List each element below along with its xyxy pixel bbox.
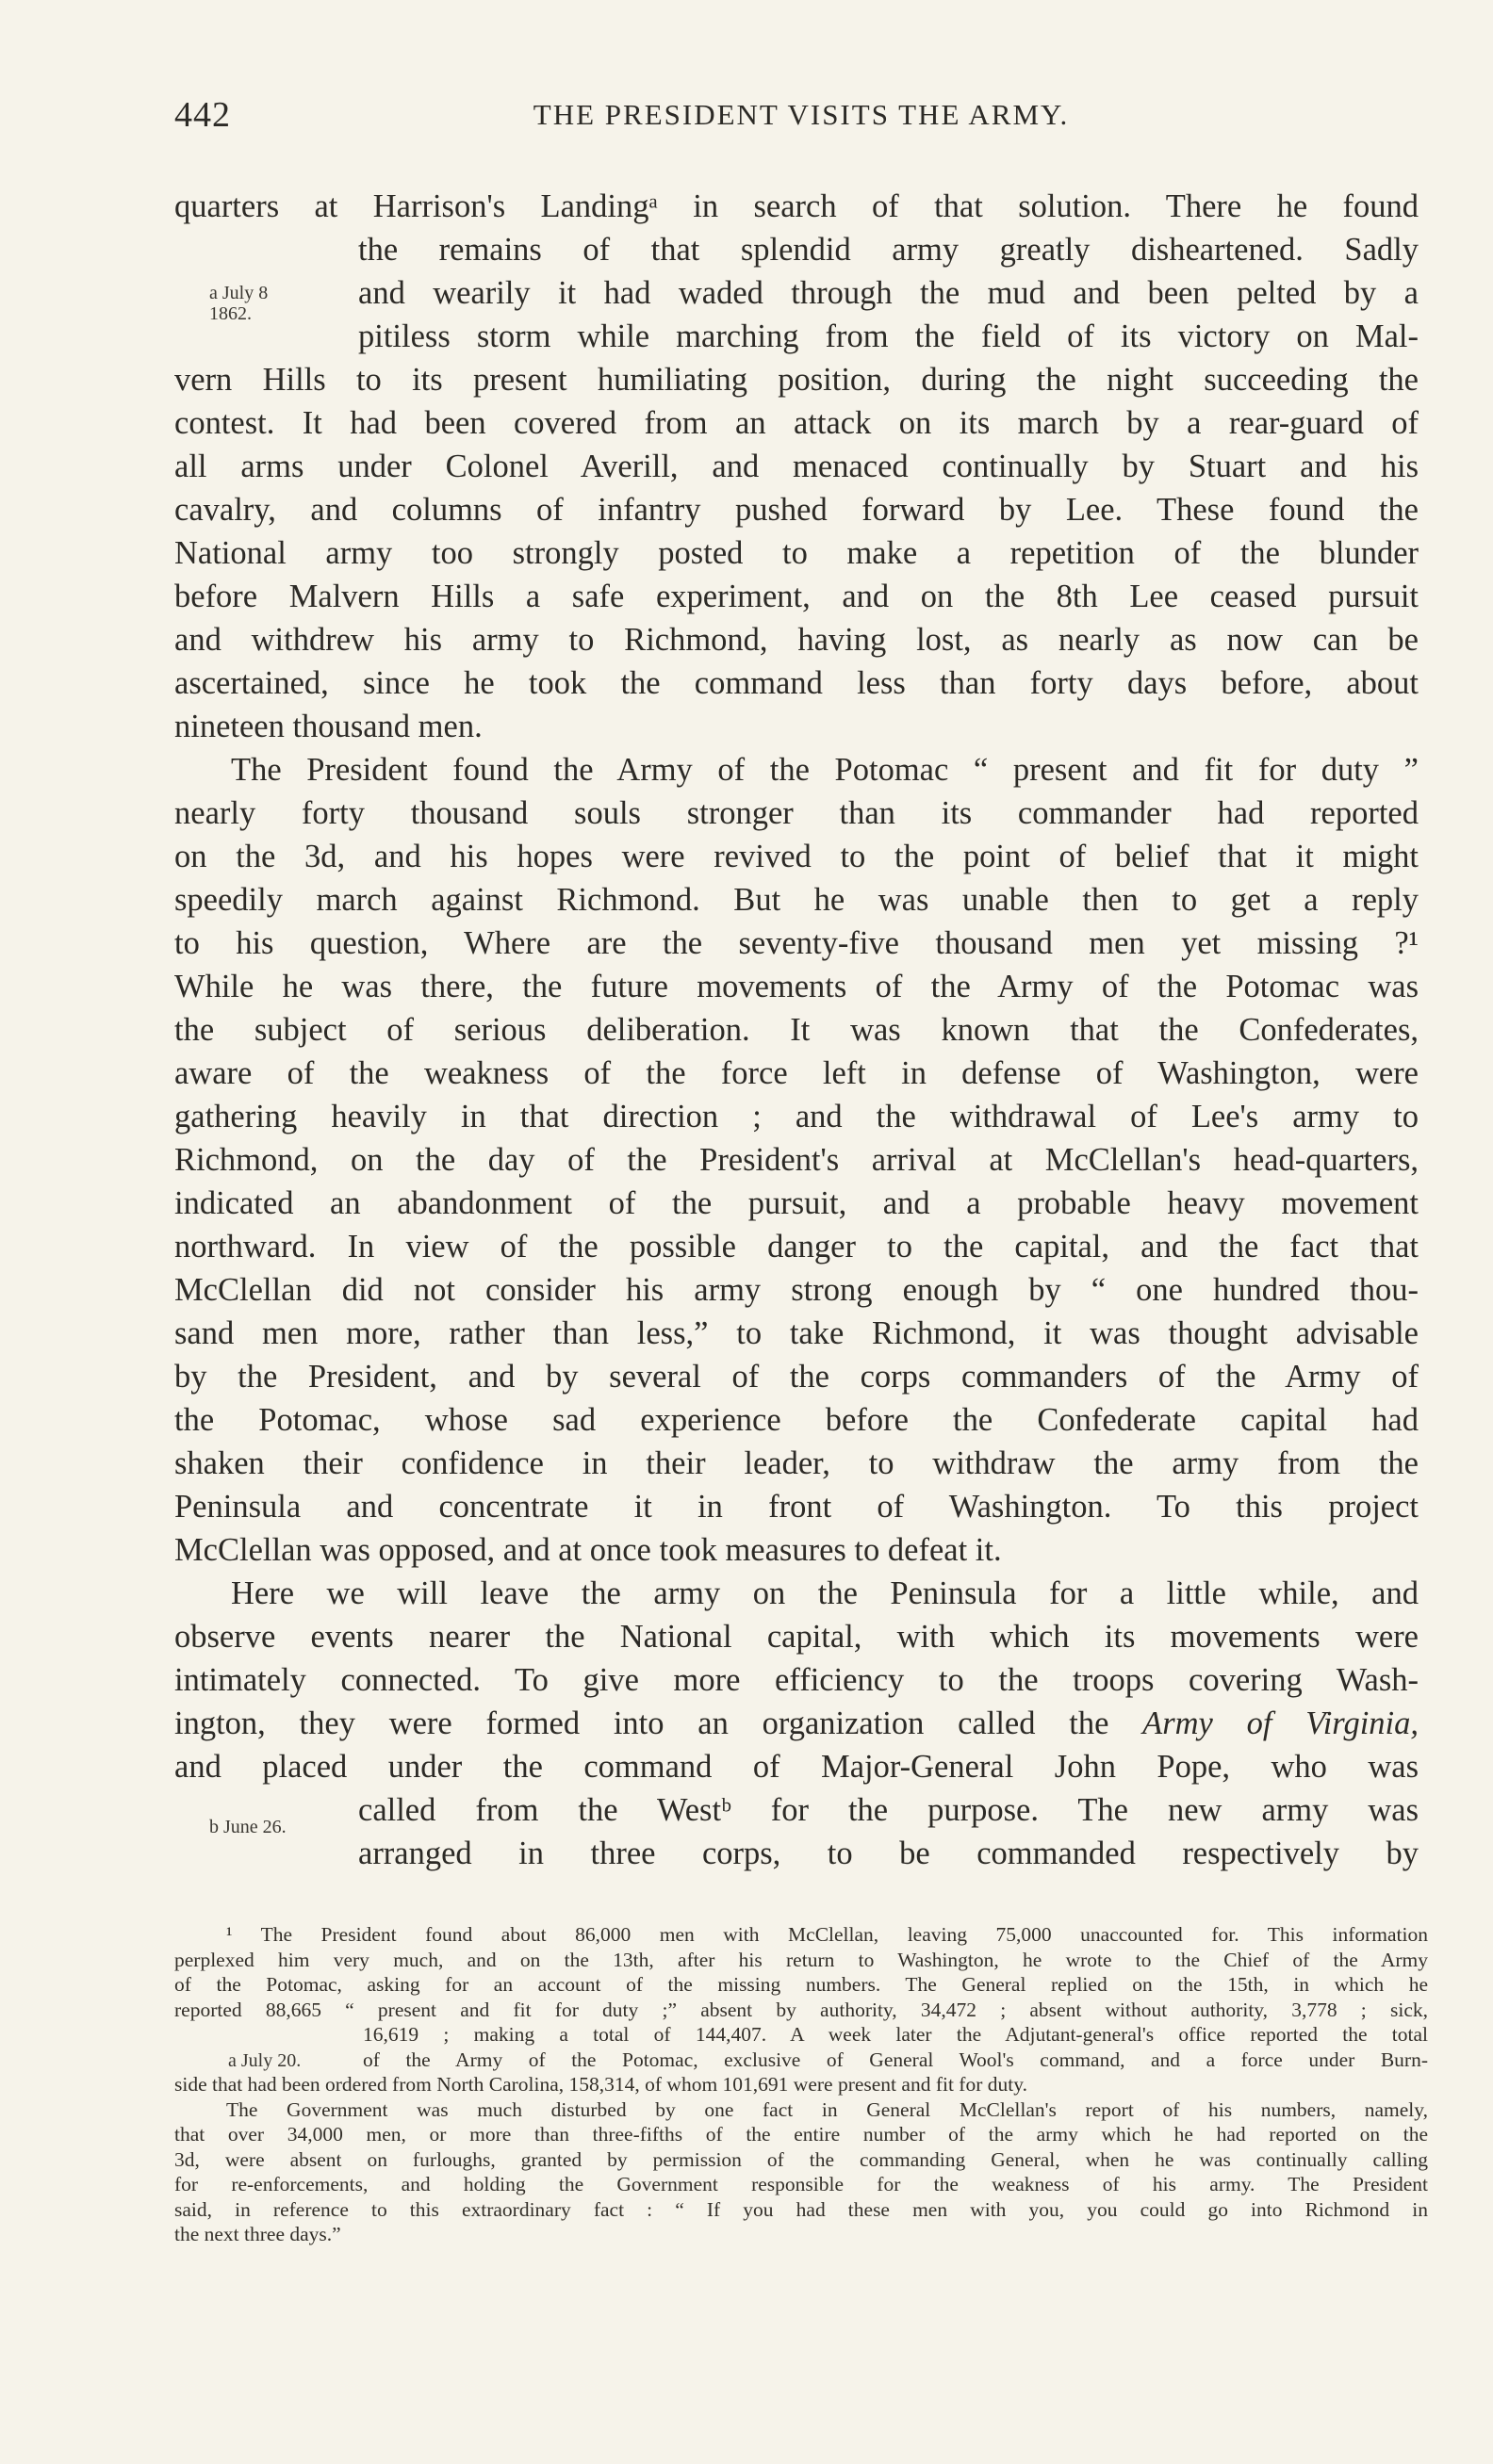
footnote-line: 16,619 ; making a total of 144,407. A week later the Adjutant-general's office reported the total xyxy=(363,2023,1428,2046)
text-line: and withdrew his army to Richmond, having lost, as nearly as now can be xyxy=(174,622,1419,658)
text-line: contest. It had been covered from an attack on its march by a rear-guard of xyxy=(174,405,1419,441)
running-title: THE PRESIDENT VISITS THE ARMY. xyxy=(533,98,1070,131)
text-line: northward. In view of the possible danger to the capital, and the fact that xyxy=(174,1229,1419,1265)
text-line: Here we will leave the army on the Peninsula for a little while, and xyxy=(231,1575,1419,1611)
text-line: aware of the weakness of the force left in defense of Washington, were xyxy=(174,1055,1419,1091)
text-line: gathering heavily in that direction ; and the withdrawal of Lee's army to xyxy=(174,1099,1419,1134)
footnote-line: the next three days.” xyxy=(174,2223,341,2245)
text-line: and placed under the command of Major-General John Pope, who was xyxy=(174,1749,1419,1785)
text-line: McClellan did not consider his army strong enough by “ one hundred thou- xyxy=(174,1272,1419,1308)
text-line: quarters at Harrison's Landingᵃ in search of that solution. There he found xyxy=(174,188,1419,224)
text-line: sand men more, rather than less,” to take Richmond, it was thought advisable xyxy=(174,1315,1419,1351)
margin-note-july-20: a July 20. xyxy=(228,2050,302,2071)
text-line: indicated an abandonment of the pursuit, and a probable heavy movement xyxy=(174,1185,1419,1221)
text-line-with-italic xyxy=(174,1702,1419,1745)
footnote-line: reported 88,665 “ present and fit for duty ;” absent by authority, 34,472 ; absent without authority, 3,778 ; sick, xyxy=(174,1998,1428,2021)
text-line: vern Hills to its present humiliating position, during the night succeeding the xyxy=(174,362,1419,398)
text-line: arranged in three corps, to be commanded respectively by xyxy=(358,1836,1419,1871)
text-line: National army too strongly posted to make a repetition of the blunder xyxy=(174,535,1419,571)
text-line: by the President, and by several of the corps commanders of the Army of xyxy=(174,1359,1419,1395)
footnote-line: that over 34,000 men, or more than three-fifths of the entire number of the army which he had reported on the xyxy=(174,2123,1428,2146)
footnote-line: perplexed him very much, and on the 13th, after his return to Washington, he wrote to the Chief of the Army xyxy=(174,1948,1428,1971)
text-line: and wearily it had waded through the mud and been pelted by a xyxy=(358,275,1419,311)
margin-note-june-26: b June 26. xyxy=(209,1817,287,1837)
main-text xyxy=(174,185,1419,1875)
army-of-virginia-italic: Army of Virginia, xyxy=(1142,1705,1419,1741)
text-line: intimately connected. To give more efficiency to the troops covering Wash- xyxy=(174,1662,1419,1698)
text-line: cavalry, and columns of infantry pushed forward by Lee. These found the xyxy=(174,492,1419,528)
footnote-line: ¹ The President found about 86,000 men with McClellan, leaving 75,000 unaccounted for. This information xyxy=(226,1923,1428,1946)
page-header xyxy=(174,94,1428,151)
margin-note-july-8-1862: a July 8 1862. xyxy=(209,283,269,324)
text-line: nearly forty thousand souls stronger than its commander had reported xyxy=(174,795,1419,831)
text-line: the Potomac, whose sad experience before the Confederate capital had xyxy=(174,1402,1419,1438)
text-line: Richmond, on the day of the President's arrival at McClellan's head-quarters, xyxy=(174,1142,1419,1178)
text-line: McClellan was opposed, and at once took measures to defeat it. xyxy=(174,1532,1002,1568)
text-line: The President found the Army of the Potomac “ present and fit for duty ” xyxy=(231,752,1419,788)
footnote-line: The Government was much disturbed by one fact in General McClellan's report of his numbers, namely, xyxy=(226,2097,1428,2121)
text-line: speedily march against Richmond. But he was unable then to get a reply xyxy=(174,882,1419,918)
text-line: pitiless storm while marching from the field of its victory on Mal- xyxy=(358,318,1419,354)
text-line: observe events nearer the National capital, with which its movements were xyxy=(174,1619,1419,1655)
text-line: shaken their confidence in their leader, to withdraw the army from the xyxy=(174,1445,1419,1481)
text-line: called from the Westᵇ for the purpose. The new army was xyxy=(358,1792,1419,1828)
footnote-line: of the Army of the Potomac, exclusive of General Wool's command, and a force under Burn- xyxy=(363,2048,1428,2071)
text-line: the subject of serious deliberation. It was known that the Confederates, xyxy=(174,1012,1419,1048)
text-line: all arms under Colonel Averill, and menaced continually by Stuart and his xyxy=(174,449,1419,484)
text-line: nineteen thousand men. xyxy=(174,709,483,744)
text-line: ascertained, since he took the command less than forty days before, about xyxy=(174,665,1419,701)
footnote-line: 3d, were absent on furloughs, granted by permission of the commanding General, when he was continually calling xyxy=(174,2147,1428,2171)
text-fragment: ington, they were formed into an organization called the xyxy=(174,1705,1143,1741)
footnote-line: for re-enforcements, and holding the Government responsible for the weakness of his army. The President xyxy=(174,2173,1428,2195)
text-line: before Malvern Hills a safe experiment, and on the 8th Lee ceased pursuit xyxy=(174,579,1419,614)
footnote-line: side that had been ordered from North Carolina, 158,314, of whom 101,691 were present and fit for duty. xyxy=(174,2073,1027,2096)
footnote-line: said, in reference to this extraordinary fact : “ If you had these men with you, you could go into Richmond in xyxy=(174,2197,1428,2221)
text-line: to his question, Where are the seventy-five thousand men yet missing ?¹ xyxy=(174,925,1419,961)
footnotes xyxy=(174,1922,1428,2247)
text-line: on the 3d, and his hopes were revived to the point of belief that it might xyxy=(174,839,1419,874)
page-number: 442 xyxy=(174,95,231,135)
text-line: the remains of that splendid army greatly disheartened. Sadly xyxy=(358,232,1419,268)
text-line: Peninsula and concentrate it in front of Washington. To this project xyxy=(174,1489,1419,1525)
text-line: While he was there, the future movements of the Army of the Potomac was xyxy=(174,969,1419,1004)
footnote-line: of the Potomac, asking for an account of the missing numbers. The General replied on the 15th, in which he xyxy=(174,1973,1428,1996)
